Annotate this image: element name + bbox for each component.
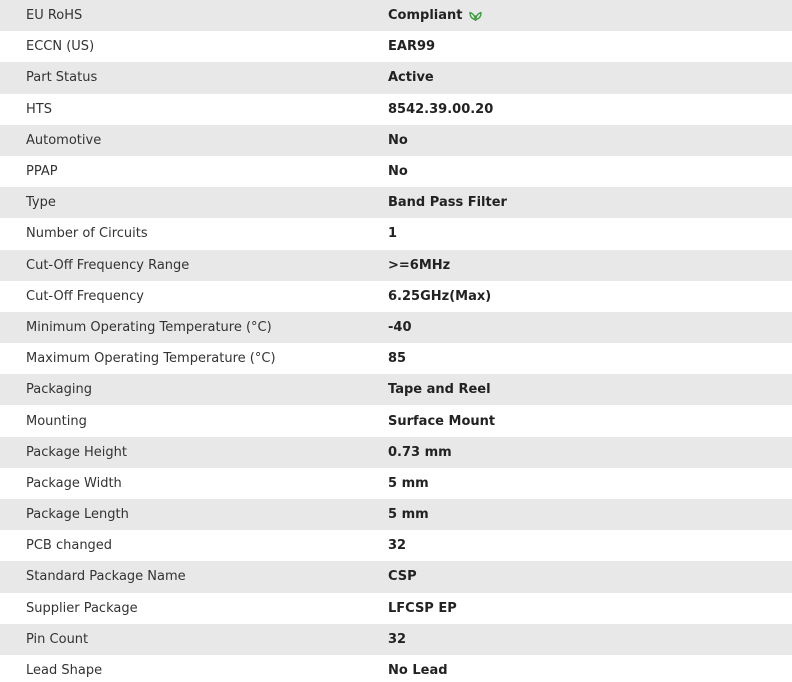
spec-value: Active — [388, 70, 434, 86]
spec-value: 6.25GHz(Max) — [388, 288, 492, 304]
spec-row-max-operating-temp — [0, 343, 792, 374]
spec-value: Band Pass Filter — [388, 195, 507, 211]
spec-row-pin-count — [0, 624, 792, 655]
spec-row-standard-package-name — [0, 561, 792, 592]
spec-label: ECCN (US) — [26, 39, 95, 55]
spec-row-package-height — [0, 437, 792, 468]
spec-value: Tape and Reel — [388, 382, 491, 398]
spec-row-number-of-circuits — [0, 218, 792, 249]
spec-value: -40 — [388, 319, 412, 335]
spec-value: 1 — [388, 226, 398, 242]
spec-row-automotive — [0, 125, 792, 156]
spec-value: EAR99 — [388, 39, 436, 55]
leaf-icon — [468, 9, 483, 22]
spec-value — [388, 8, 792, 23]
spec-label: Pin Count — [26, 631, 89, 647]
spec-label: Minimum Operating Temperature (°C) — [26, 319, 272, 335]
spec-label: Maximum Operating Temperature (°C) — [26, 351, 276, 367]
spec-row-part-status — [0, 62, 792, 93]
spec-row-mounting — [0, 405, 792, 436]
spec-label: Cut-Off Frequency Range — [26, 257, 190, 273]
spec-row-eu-rohs — [0, 0, 792, 31]
spec-value: 85 — [388, 351, 407, 367]
spec-value: 0.73 mm — [388, 444, 452, 460]
spec-label: PCB changed — [26, 538, 113, 554]
spec-row-packaging — [0, 374, 792, 405]
spec-value: Surface Mount — [388, 413, 496, 429]
spec-value: 5 mm — [388, 475, 429, 491]
spec-label: HTS — [26, 101, 52, 117]
spec-label: Type — [26, 195, 56, 211]
spec-value: >=6MHz — [388, 257, 451, 273]
spec-label: Automotive — [26, 132, 102, 148]
spec-row-ppap — [0, 156, 792, 187]
spec-row-min-operating-temp — [0, 312, 792, 343]
spec-value: No Lead — [388, 663, 448, 679]
spec-row-cutoff-frequency-range — [0, 250, 792, 281]
spec-label: Package Length — [26, 507, 129, 523]
spec-value: LFCSP EP — [388, 600, 457, 616]
spec-label: Supplier Package — [26, 600, 138, 616]
spec-value: No — [388, 164, 408, 180]
spec-value-text: Compliant — [388, 8, 463, 24]
spec-row-type — [0, 187, 792, 218]
spec-value: 8542.39.00.20 — [388, 101, 494, 117]
spec-value: 5 mm — [388, 507, 429, 523]
spec-row-eccn — [0, 31, 792, 62]
spec-label: Lead Shape — [26, 663, 103, 679]
spec-label: PPAP — [26, 164, 58, 180]
spec-label: EU RoHS — [26, 8, 83, 24]
spec-value: CSP — [388, 569, 417, 585]
spec-label: Mounting — [26, 413, 87, 429]
spec-row-cutoff-frequency — [0, 281, 792, 312]
spec-value: No — [388, 132, 408, 148]
spec-label: Part Status — [26, 70, 98, 86]
spec-row-lead-shape — [0, 655, 792, 682]
spec-label: Package Height — [26, 444, 127, 460]
spec-value: 32 — [388, 631, 407, 647]
spec-row-supplier-package — [0, 593, 792, 624]
spec-row-package-length — [0, 499, 792, 530]
spec-row-pcb-changed — [0, 530, 792, 561]
spec-label: Cut-Off Frequency — [26, 288, 144, 304]
spec-row-package-width — [0, 468, 792, 499]
spec-label: Package Width — [26, 475, 122, 491]
spec-row-hts — [0, 94, 792, 125]
spec-label: Packaging — [26, 382, 92, 398]
spec-label: Standard Package Name — [26, 569, 186, 585]
spec-value: 32 — [388, 538, 407, 554]
spec-label: Number of Circuits — [26, 226, 148, 242]
